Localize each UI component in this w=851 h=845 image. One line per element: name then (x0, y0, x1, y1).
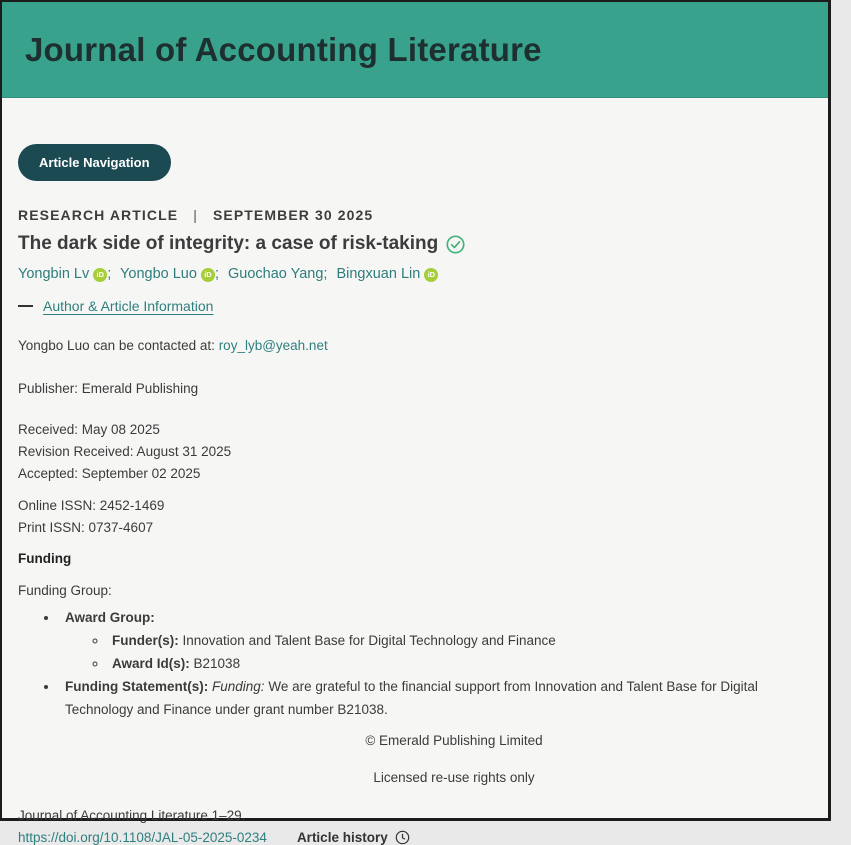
orcid-icon[interactable]: iD (201, 268, 215, 282)
doi-link[interactable]: https://doi.org/10.1108/JAL-05-2025-0234 (18, 830, 267, 845)
funding-statement-item (59, 675, 812, 721)
collapse-minus-icon (18, 305, 33, 307)
doi-row (18, 830, 812, 845)
funding-list (18, 606, 812, 721)
author-article-info-link[interactable]: Author & Article Information (43, 298, 214, 314)
award-id-label: Award Id(s): (112, 656, 190, 671)
publisher-line: Publisher: Emerald Publishing (18, 381, 199, 396)
contact-text: Yongbo Luo can be contacted at: (18, 338, 215, 353)
citation-line: Journal of Accounting Literature 1–29. (18, 808, 246, 823)
contact-email-link[interactable]: roy_lyb@yeah.net (218, 338, 328, 353)
article-meta-panel (2, 98, 828, 845)
orcid-icon[interactable]: iD (93, 268, 107, 282)
journal-title: Journal of Accounting Literature (25, 30, 542, 68)
award-group-label: Award Group: (65, 610, 155, 625)
license-line: Licensed re-use rights only (373, 770, 535, 785)
author-link[interactable]: Yongbo Luo (120, 266, 197, 282)
article-type-label: RESEARCH ARTICLE (18, 207, 179, 223)
clock-icon (395, 830, 410, 845)
funder-item (108, 629, 812, 652)
article-navigation-button[interactable]: Article Navigation (18, 144, 171, 181)
publication-date: SEPTEMBER 30 2025 (212, 207, 374, 223)
print-issn: Print ISSN: 0737-4607 (18, 520, 154, 535)
funding-statement-label: Funding Statement(s): (65, 679, 209, 694)
funding-heading: Funding (18, 551, 72, 566)
revision-received-date: Revision Received: August 31 2025 (18, 444, 232, 459)
author-link[interactable]: Yongbin Lv (18, 266, 90, 282)
funder-label: Funder(s): (112, 633, 179, 648)
journal-banner (2, 2, 828, 98)
article-history-label: Article history (296, 830, 388, 845)
article-history-toggle[interactable] (297, 830, 410, 845)
copyright-line: © Emerald Publishing Limited (365, 733, 543, 748)
online-issn: Online ISSN: 2452-1469 (18, 498, 165, 513)
award-id-value: B21038 (193, 656, 241, 671)
received-date: Received: May 08 2025 (18, 422, 160, 437)
accepted-date: Accepted: September 02 2025 (18, 466, 201, 481)
award-group-item (59, 606, 812, 675)
author-link[interactable]: Bingxuan Lin (336, 266, 421, 282)
article-eyebrow (18, 207, 812, 223)
dates-block (18, 419, 812, 485)
author-separator: ; (107, 266, 112, 282)
author-separator: ; (214, 266, 219, 282)
accepted-check-icon (446, 235, 465, 254)
author-link[interactable]: Guochao Yang (228, 266, 324, 282)
funding-statement-text: We are grateful to the financial support from Innovation and Talent Base for Digital Technology and Finance under grant number B21038. (65, 679, 758, 717)
funding-statement-term: Funding: (212, 679, 265, 694)
author-info-toggle[interactable] (18, 298, 812, 314)
orcid-icon[interactable]: iD (424, 268, 438, 282)
award-id-item (108, 652, 812, 675)
eyebrow-separator: | (193, 207, 198, 223)
article-title-row (18, 233, 812, 255)
contact-line (18, 335, 812, 357)
author-separator: ; (323, 266, 328, 282)
article-title: The dark side of integrity: a case of risk-taking (18, 233, 439, 254)
author-list (18, 266, 812, 282)
issn-block (18, 495, 812, 539)
award-group-sublist (65, 629, 812, 675)
funding-group-label: Funding Group: (18, 583, 112, 598)
funder-value: Innovation and Talent Base for Digital Technology and Finance (182, 633, 556, 648)
rights-block (57, 730, 851, 789)
